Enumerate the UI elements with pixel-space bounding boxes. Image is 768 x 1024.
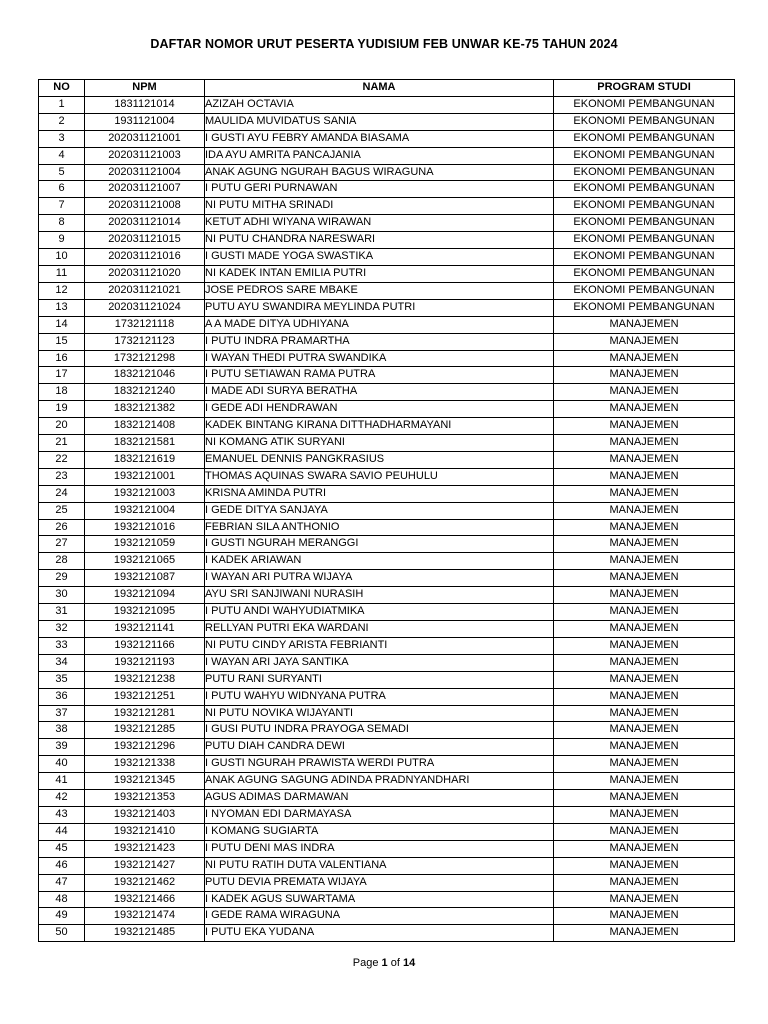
cell-nama: I KADEK AGUS SUWARTAMA — [205, 891, 554, 908]
cell-nama: I PUTU DENI MAS INDRA — [205, 840, 554, 857]
table-row — [39, 857, 735, 874]
cell-npm: 202031121024 — [85, 299, 205, 316]
cell-prodi: MANAJEMEN — [554, 654, 735, 671]
cell-prodi: MANAJEMEN — [554, 587, 735, 604]
cell-no: 22 — [39, 451, 85, 468]
cell-prodi: EKONOMI PEMBANGUNAN — [554, 147, 735, 164]
header-npm: NPM — [85, 80, 205, 97]
table-row — [39, 604, 735, 621]
cell-npm: 202031121021 — [85, 282, 205, 299]
cell-prodi: MANAJEMEN — [554, 570, 735, 587]
cell-nama: NI PUTU CINDY ARISTA FEBRIANTI — [205, 637, 554, 654]
cell-nama: NI KADEK INTAN EMILIA PUTRI — [205, 265, 554, 282]
cell-nama: PUTU RANI SURYANTI — [205, 671, 554, 688]
cell-prodi: MANAJEMEN — [554, 790, 735, 807]
cell-prodi: EKONOMI PEMBANGUNAN — [554, 215, 735, 232]
cell-nama: AGUS ADIMAS DARMAWAN — [205, 790, 554, 807]
table-row — [39, 198, 735, 215]
cell-nama: IDA AYU AMRITA PANCAJANIA — [205, 147, 554, 164]
cell-nama: FEBRIAN SILA ANTHONIO — [205, 519, 554, 536]
cell-nama: PUTU DIAH CANDRA DEWI — [205, 739, 554, 756]
cell-npm: 1932121016 — [85, 519, 205, 536]
cell-prodi: MANAJEMEN — [554, 451, 735, 468]
table-row — [39, 637, 735, 654]
cell-nama: I GUSTI MADE YOGA SWASTIKA — [205, 249, 554, 266]
table-header-row — [39, 80, 735, 97]
cell-prodi: MANAJEMEN — [554, 502, 735, 519]
table-row — [39, 519, 735, 536]
cell-npm: 1932121296 — [85, 739, 205, 756]
cell-no: 10 — [39, 249, 85, 266]
cell-no: 49 — [39, 908, 85, 925]
cell-prodi: EKONOMI PEMBANGUNAN — [554, 181, 735, 198]
cell-nama: ANAK AGUNG SAGUNG ADINDA PRADNYANDHARI — [205, 773, 554, 790]
cell-npm: 1932121141 — [85, 621, 205, 638]
cell-prodi: MANAJEMEN — [554, 722, 735, 739]
cell-npm: 1932121065 — [85, 553, 205, 570]
table-row — [39, 823, 735, 840]
cell-npm: 202031121004 — [85, 164, 205, 181]
cell-no: 35 — [39, 671, 85, 688]
cell-nama: I GUSTI NGURAH PRAWISTA WERDI PUTRA — [205, 756, 554, 773]
cell-nama: KADEK BINTANG KIRANA DITTHADHARMAYANI — [205, 418, 554, 435]
cell-no: 4 — [39, 147, 85, 164]
cell-no: 50 — [39, 925, 85, 942]
cell-no: 2 — [39, 113, 85, 130]
cell-no: 19 — [39, 401, 85, 418]
cell-npm: 1932121410 — [85, 823, 205, 840]
cell-prodi: EKONOMI PEMBANGUNAN — [554, 299, 735, 316]
cell-npm: 202031121007 — [85, 181, 205, 198]
table-row — [39, 773, 735, 790]
table-row — [39, 333, 735, 350]
cell-no: 42 — [39, 790, 85, 807]
table-row — [39, 181, 735, 198]
cell-nama: I KOMANG SUGIARTA — [205, 823, 554, 840]
cell-no: 37 — [39, 705, 85, 722]
cell-npm: 1832121240 — [85, 384, 205, 401]
cell-prodi: MANAJEMEN — [554, 908, 735, 925]
cell-npm: 202031121016 — [85, 249, 205, 266]
table-row — [39, 215, 735, 232]
cell-nama: RELLYAN PUTRI EKA WARDANI — [205, 621, 554, 638]
cell-nama: I GEDE RAMA WIRAGUNA — [205, 908, 554, 925]
table-row — [39, 671, 735, 688]
cell-npm: 1931121004 — [85, 113, 205, 130]
cell-no: 15 — [39, 333, 85, 350]
cell-prodi: MANAJEMEN — [554, 671, 735, 688]
cell-nama: I PUTU INDRA PRAMARTHA — [205, 333, 554, 350]
table-row — [39, 96, 735, 113]
cell-no: 20 — [39, 418, 85, 435]
table-row — [39, 654, 735, 671]
header-no: NO — [39, 80, 85, 97]
cell-npm: 1932121285 — [85, 722, 205, 739]
cell-no: 34 — [39, 654, 85, 671]
page-total: 14 — [402, 957, 416, 969]
participant-table — [38, 79, 735, 942]
cell-prodi: MANAJEMEN — [554, 536, 735, 553]
cell-npm: 1932121251 — [85, 688, 205, 705]
cell-no: 16 — [39, 350, 85, 367]
cell-npm: 1932121087 — [85, 570, 205, 587]
table-row — [39, 164, 735, 181]
table-row — [39, 536, 735, 553]
cell-nama: I GUSTI AYU FEBRY AMANDA BIASAMA — [205, 130, 554, 147]
cell-nama: I WAYAN THEDI PUTRA SWANDIKA — [205, 350, 554, 367]
page-current: 1 — [381, 957, 388, 969]
cell-npm: 1932121403 — [85, 806, 205, 823]
cell-prodi: EKONOMI PEMBANGUNAN — [554, 232, 735, 249]
of-label: of — [390, 957, 400, 969]
cell-no: 7 — [39, 198, 85, 215]
table-row — [39, 384, 735, 401]
cell-no: 47 — [39, 874, 85, 891]
cell-prodi: EKONOMI PEMBANGUNAN — [554, 130, 735, 147]
cell-no: 24 — [39, 485, 85, 502]
table-row — [39, 621, 735, 638]
cell-no: 11 — [39, 265, 85, 282]
cell-no: 48 — [39, 891, 85, 908]
cell-nama: I WAYAN ARI JAYA SANTIKA — [205, 654, 554, 671]
cell-npm: 1831121014 — [85, 96, 205, 113]
cell-npm: 1932121423 — [85, 840, 205, 857]
cell-prodi: MANAJEMEN — [554, 435, 735, 452]
table-row — [39, 249, 735, 266]
cell-npm: 1932121238 — [85, 671, 205, 688]
cell-no: 41 — [39, 773, 85, 790]
cell-nama: NI KOMANG ATIK SURYANI — [205, 435, 554, 452]
header-program-studi: PROGRAM STUDI — [554, 80, 735, 97]
table-row — [39, 367, 735, 384]
table-row — [39, 553, 735, 570]
cell-nama: I GEDE DITYA SANJAYA — [205, 502, 554, 519]
table-row — [39, 688, 735, 705]
cell-prodi: MANAJEMEN — [554, 840, 735, 857]
cell-nama: I PUTU WAHYU WIDNYANA PUTRA — [205, 688, 554, 705]
cell-no: 5 — [39, 164, 85, 181]
cell-no: 28 — [39, 553, 85, 570]
cell-prodi: EKONOMI PEMBANGUNAN — [554, 164, 735, 181]
cell-npm: 202031121015 — [85, 232, 205, 249]
cell-no: 9 — [39, 232, 85, 249]
table-row — [39, 282, 735, 299]
cell-no: 29 — [39, 570, 85, 587]
cell-npm: 202031121008 — [85, 198, 205, 215]
table-row — [39, 299, 735, 316]
cell-nama: PUTU AYU SWANDIRA MEYLINDA PUTRI — [205, 299, 554, 316]
cell-npm: 1932121003 — [85, 485, 205, 502]
table-row — [39, 840, 735, 857]
cell-nama: I PUTU ANDI WAHYUDIATMIKA — [205, 604, 554, 621]
cell-prodi: MANAJEMEN — [554, 401, 735, 418]
table-row — [39, 265, 735, 282]
cell-npm: 202031121014 — [85, 215, 205, 232]
cell-npm: 1932121094 — [85, 587, 205, 604]
cell-prodi: EKONOMI PEMBANGUNAN — [554, 249, 735, 266]
cell-nama: I PUTU SETIAWAN RAMA PUTRA — [205, 367, 554, 384]
cell-prodi: MANAJEMEN — [554, 806, 735, 823]
cell-prodi: EKONOMI PEMBANGUNAN — [554, 96, 735, 113]
cell-nama: I MADE ADI SURYA BERATHA — [205, 384, 554, 401]
cell-no: 38 — [39, 722, 85, 739]
cell-npm: 1832121619 — [85, 451, 205, 468]
cell-prodi: MANAJEMEN — [554, 688, 735, 705]
cell-nama: I NYOMAN EDI DARMAYASA — [205, 806, 554, 823]
cell-prodi: MANAJEMEN — [554, 468, 735, 485]
cell-npm: 1832121382 — [85, 401, 205, 418]
cell-prodi: MANAJEMEN — [554, 553, 735, 570]
cell-nama: ANAK AGUNG NGURAH BAGUS WIRAGUNA — [205, 164, 554, 181]
cell-prodi: MANAJEMEN — [554, 621, 735, 638]
cell-npm: 1832121046 — [85, 367, 205, 384]
table-row — [39, 722, 735, 739]
cell-npm: 1932121166 — [85, 637, 205, 654]
cell-prodi: MANAJEMEN — [554, 739, 735, 756]
cell-no: 32 — [39, 621, 85, 638]
cell-nama: I GEDE ADI HENDRAWAN — [205, 401, 554, 418]
table-row — [39, 232, 735, 249]
cell-npm: 1932121095 — [85, 604, 205, 621]
cell-nama: I WAYAN ARI PUTRA WIJAYA — [205, 570, 554, 587]
page-label: Page — [352, 957, 379, 969]
cell-nama: NI PUTU RATIH DUTA VALENTIANA — [205, 857, 554, 874]
cell-npm: 1932121193 — [85, 654, 205, 671]
cell-npm: 1932121345 — [85, 773, 205, 790]
cell-npm: 1932121353 — [85, 790, 205, 807]
cell-prodi: MANAJEMEN — [554, 333, 735, 350]
table-row — [39, 130, 735, 147]
cell-no: 46 — [39, 857, 85, 874]
document-title: DAFTAR NOMOR URUT PESERTA YUDISIUM FEB UNWAR KE-75 TAHUN 2024 — [150, 37, 618, 51]
cell-no: 25 — [39, 502, 85, 519]
cell-prodi: MANAJEMEN — [554, 485, 735, 502]
cell-prodi: MANAJEMEN — [554, 874, 735, 891]
cell-prodi: MANAJEMEN — [554, 705, 735, 722]
cell-npm: 1932121485 — [85, 925, 205, 942]
cell-prodi: MANAJEMEN — [554, 384, 735, 401]
table-row — [39, 705, 735, 722]
table-row — [39, 350, 735, 367]
cell-no: 13 — [39, 299, 85, 316]
cell-prodi: MANAJEMEN — [554, 925, 735, 942]
cell-no: 40 — [39, 756, 85, 773]
cell-nama: JOSE PEDROS SARE MBAKE — [205, 282, 554, 299]
cell-no: 17 — [39, 367, 85, 384]
table-row — [39, 739, 735, 756]
cell-no: 14 — [39, 316, 85, 333]
table-row — [39, 502, 735, 519]
cell-nama: I GUSTI NGURAH MERANGGI — [205, 536, 554, 553]
cell-prodi: EKONOMI PEMBANGUNAN — [554, 113, 735, 130]
cell-no: 3 — [39, 130, 85, 147]
cell-no: 30 — [39, 587, 85, 604]
table-row — [39, 790, 735, 807]
cell-nama: AZIZAH OCTAVIA — [205, 96, 554, 113]
table-row — [39, 485, 735, 502]
cell-no: 31 — [39, 604, 85, 621]
cell-npm: 1932121427 — [85, 857, 205, 874]
table-row — [39, 435, 735, 452]
cell-no: 44 — [39, 823, 85, 840]
cell-no: 26 — [39, 519, 85, 536]
cell-npm: 202031121003 — [85, 147, 205, 164]
cell-npm: 1932121004 — [85, 502, 205, 519]
table-row — [39, 316, 735, 333]
table-row — [39, 925, 735, 942]
cell-nama: THOMAS AQUINAS SWARA SAVIO PEUHULU — [205, 468, 554, 485]
cell-no: 18 — [39, 384, 85, 401]
cell-prodi: MANAJEMEN — [554, 773, 735, 790]
cell-prodi: MANAJEMEN — [554, 823, 735, 840]
cell-nama: A A MADE DITYA UDHIYANA — [205, 316, 554, 333]
cell-npm: 1932121462 — [85, 874, 205, 891]
table-row — [39, 113, 735, 130]
cell-npm: 1832121408 — [85, 418, 205, 435]
cell-prodi: MANAJEMEN — [554, 519, 735, 536]
cell-nama: KRISNA AMINDA PUTRI — [205, 485, 554, 502]
cell-npm: 1832121581 — [85, 435, 205, 452]
cell-npm: 1932121338 — [85, 756, 205, 773]
cell-prodi: MANAJEMEN — [554, 637, 735, 654]
table-row — [39, 891, 735, 908]
cell-no: 23 — [39, 468, 85, 485]
cell-nama: NI PUTU NOVIKA WIJAYANTI — [205, 705, 554, 722]
cell-prodi: EKONOMI PEMBANGUNAN — [554, 198, 735, 215]
cell-no: 33 — [39, 637, 85, 654]
cell-prodi: EKONOMI PEMBANGUNAN — [554, 282, 735, 299]
cell-npm: 1732121123 — [85, 333, 205, 350]
cell-no: 1 — [39, 96, 85, 113]
cell-prodi: MANAJEMEN — [554, 350, 735, 367]
cell-prodi: EKONOMI PEMBANGUNAN — [554, 265, 735, 282]
table-body — [39, 96, 735, 941]
cell-no: 27 — [39, 536, 85, 553]
cell-no: 8 — [39, 215, 85, 232]
cell-no: 12 — [39, 282, 85, 299]
table-row — [39, 147, 735, 164]
header-nama: NAMA — [205, 80, 554, 97]
cell-prodi: MANAJEMEN — [554, 367, 735, 384]
cell-npm: 1932121474 — [85, 908, 205, 925]
cell-nama: KETUT ADHI WIYANA WIRAWAN — [205, 215, 554, 232]
cell-npm: 1732121118 — [85, 316, 205, 333]
cell-npm: 202031121020 — [85, 265, 205, 282]
cell-no: 45 — [39, 840, 85, 857]
cell-no: 21 — [39, 435, 85, 452]
cell-nama: PUTU DEVIA PREMATA WIJAYA — [205, 874, 554, 891]
cell-npm: 1932121466 — [85, 891, 205, 908]
cell-no: 39 — [39, 739, 85, 756]
cell-nama: AYU SRI SANJIWANI NURASIH — [205, 587, 554, 604]
cell-npm: 1932121281 — [85, 705, 205, 722]
table-row — [39, 874, 735, 891]
cell-no: 6 — [39, 181, 85, 198]
cell-nama: I PUTU GERI PURNAWAN — [205, 181, 554, 198]
cell-npm: 1732121298 — [85, 350, 205, 367]
cell-nama: NI PUTU MITHA SRINADI — [205, 198, 554, 215]
table-row — [39, 401, 735, 418]
cell-prodi: MANAJEMEN — [554, 604, 735, 621]
table-row — [39, 468, 735, 485]
cell-nama: I PUTU EKA YUDANA — [205, 925, 554, 942]
table-row — [39, 756, 735, 773]
table-row — [39, 418, 735, 435]
cell-npm: 1932121001 — [85, 468, 205, 485]
cell-nama: NI PUTU CHANDRA NARESWARI — [205, 232, 554, 249]
cell-prodi: MANAJEMEN — [554, 756, 735, 773]
cell-nama: I GUSI PUTU INDRA PRAYOGA SEMADI — [205, 722, 554, 739]
cell-npm: 1932121059 — [85, 536, 205, 553]
cell-prodi: MANAJEMEN — [554, 857, 735, 874]
cell-prodi: MANAJEMEN — [554, 891, 735, 908]
cell-prodi: MANAJEMEN — [554, 316, 735, 333]
cell-nama: EMANUEL DENNIS PANGKRASIUS — [205, 451, 554, 468]
cell-npm: 202031121001 — [85, 130, 205, 147]
table-row — [39, 570, 735, 587]
table-row — [39, 451, 735, 468]
cell-nama: I KADEK ARIAWAN — [205, 553, 554, 570]
table-row — [39, 587, 735, 604]
cell-prodi: MANAJEMEN — [554, 418, 735, 435]
page-footer — [0, 957, 768, 969]
cell-nama: MAULIDA MUVIDATUS SANIA — [205, 113, 554, 130]
cell-no: 43 — [39, 806, 85, 823]
cell-no: 36 — [39, 688, 85, 705]
table-row — [39, 908, 735, 925]
table-row — [39, 806, 735, 823]
